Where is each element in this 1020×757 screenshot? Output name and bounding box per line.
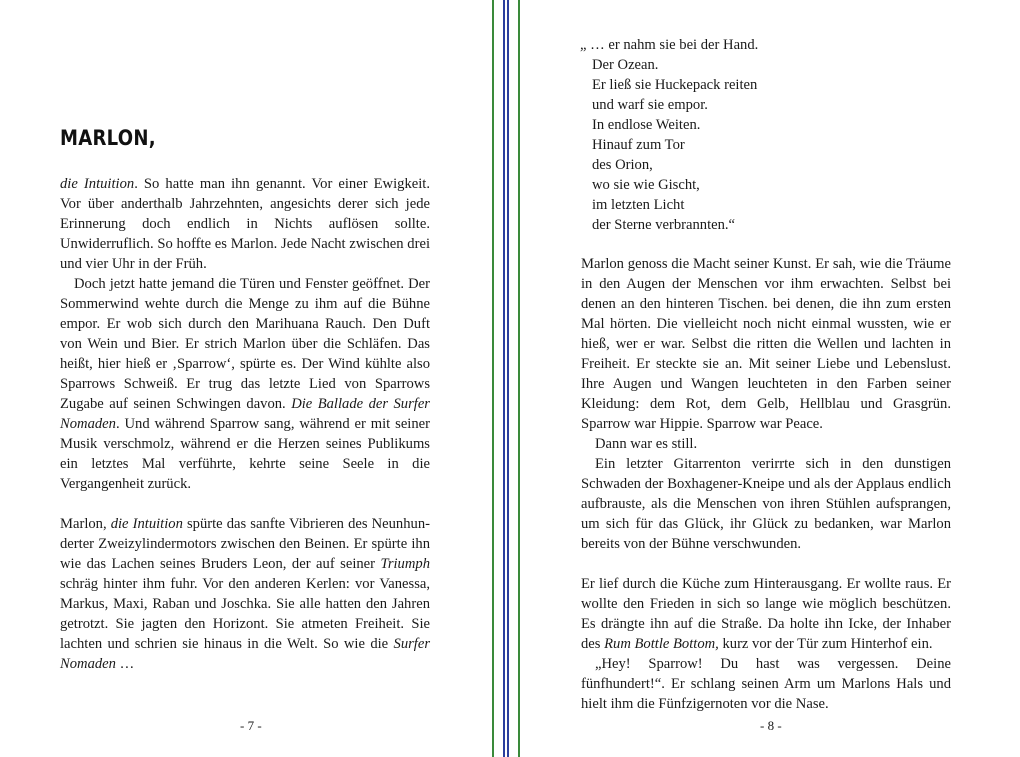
left-page-body (60, 174, 430, 674)
paragraph (60, 274, 430, 494)
text-run: … (115, 656, 135, 672)
chapter-title: MARLON, (60, 126, 156, 150)
poem-line: wo sie wie Gischt, (592, 177, 700, 193)
gutter-line (507, 0, 509, 757)
poem-line: Hinauf zum Tor (592, 137, 685, 153)
text-run: Ein letzter Gitarrenton verirrte sich in den dunstigen Schwaden der Boxhagener-Kneipe und als der Applaus endlich aufbrauste, als die Menschen von ihren Stühlen aufsprangen, um sich für das Glück, ihr Glück zu bedanken, war Marlon bereits von der Bühne verschwunden. (581, 456, 951, 552)
poem-line: „ … er nahm sie bei der Hand. (580, 37, 759, 53)
text-run: kurz vor der Tür zum Hinterhof ein. (718, 636, 933, 652)
poem-line: der Sterne verbrannten.“ (592, 217, 736, 233)
right-page-body (581, 254, 951, 714)
text-run: spürte das sanfte Vibrieren des Neunhunderter Zweizylindermotors zwischen den Beinen. Er spürte ihn wie das Lachen seines Bruders Leon, der auf seiner (60, 516, 430, 572)
poem-line: im letzten Licht (592, 197, 685, 213)
text-run: „Hey! Sparrow! Du hast was vergessen. Deine fünfhundert!“. Er schlang seinen Arm um Marlons Hals und hielt ihm die Fünfzigernoten vor die Nase. (581, 656, 951, 712)
italic-text: Rum Bottle Bottom, (604, 636, 719, 652)
paragraph (581, 454, 951, 554)
text-run: Marlon genoss die Macht seiner Kunst. Er sah, wie die Träume in den Augen der Menschen vor ihm erwachten. Selbst bei denen an den hinteren Tischen. bei denen, die ihn zum ersten Mal hörten. Die vielleicht noch nicht einmal wussten, wie er hieß, wer er war. Selbst die ritten die Wellen und lachten in Freiheit. Er steckte sie an. Mit seiner Liebe und Lebenslust. Ihre Augen und Wangen leuchteten in den Farben seiner Kleidung: dem Rot, dem Gelb, Hellblau und Grasgrün. Sparrow war Hippie. Sparrow war Peace. (581, 256, 951, 432)
poem-quote (580, 35, 758, 235)
italic-text: Die Ballade der Surfer Nomaden (60, 396, 430, 432)
poem-line: und warf sie empor. (592, 97, 708, 113)
italic-text: Surfer Nomaden (60, 636, 430, 672)
gutter-line (503, 0, 505, 757)
text-run: Er lief durch die Küche zum Hinterausgang. Er wollte raus. Er wollte den Frieden in sich so lange wie möglich beschützen. Es drängte ihn auf die Straße. Da holte ihn Icke, der Inhaber des (581, 576, 951, 652)
text-run: . So hatte man ihn genannt. Vor einer Ewigkeit. Vor über anderthalb Jahrzehnten, angesichts derer sich jede Erinnerung doch endlich in Nichts auflösen sollte. Unwiderruflich. So hoffte es Marlon. Jede Nacht zwischen drei und vier Uhr in der Früh. (60, 176, 430, 272)
poem-line: In endlose Weiten. (592, 117, 701, 133)
text-run: Marlon, (60, 516, 111, 532)
poem-line: des Orion, (592, 157, 653, 173)
paragraph (60, 174, 430, 274)
italic-text: Triumph (380, 556, 430, 572)
text-run: Dann war es still. (595, 436, 698, 452)
paragraph (60, 514, 430, 674)
text-run: Doch jetzt hatte jemand die Türen und Fenster geöffnet. Der Sommerwind wehte durch die Menge zu ihm auf die Bühne empor. Er wob sich durch den Marihuana Rauch. Den Duft von Wein und Bier. Er strich Marlon über die Schläfen. Das heißt, hier hieß er ‚Sparrow‘, spürte es. Der Wind kühlte also Sparrows Schweiß. Er trug das letzte Lied von Sparrows Zugabe auf seinen Schwingen davon. (60, 276, 430, 412)
paragraph (581, 654, 951, 714)
paragraph (581, 574, 951, 654)
gutter-line (492, 0, 494, 757)
page-number: - 7 - (240, 718, 262, 733)
italic-text: die Intuition (110, 516, 183, 532)
poem-line: Der Ozean. (592, 57, 659, 73)
poem-line: Er ließ sie Huckepack reiten (592, 77, 758, 93)
paragraph (581, 254, 951, 434)
paragraph (581, 434, 951, 454)
page-number: - 8 - (760, 718, 782, 733)
text-run: . Und während Sparrow sang, während er mit seiner Musik verschmolz, während er die Herzen seines Publikums ein letztes Mal verführte, kehrte seine Seele in die Vergangenheit zurück. (60, 416, 430, 492)
text-run: schräg hinter ihm fuhr. Vor den anderen Kerlen: vor Vanessa, Markus, Maxi, Raban und Joschka. Sie alle hatten den Jahren getrotzt. Sie jagten den Horizont. Sie atmeten Freiheit. Sie lachten und schrien sie hinaus in die Welt. So wie die (60, 576, 430, 652)
italic-text: die Intuition (60, 176, 135, 192)
